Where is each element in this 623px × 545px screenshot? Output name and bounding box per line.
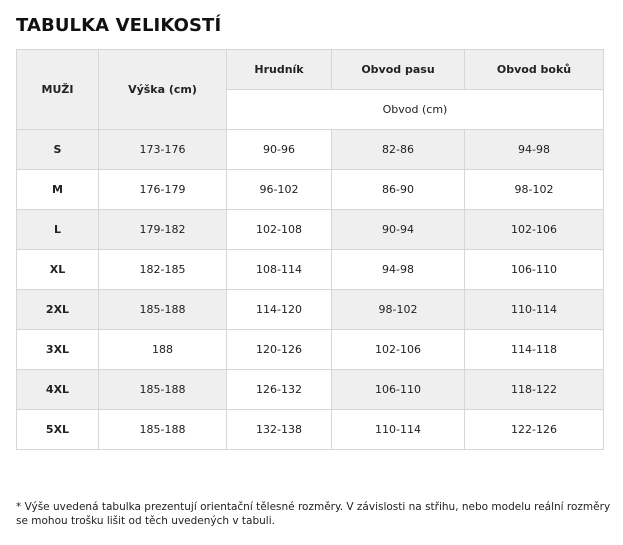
- header-hips: Obvod boků: [465, 50, 604, 90]
- chest-cell: 132-138: [227, 410, 332, 450]
- header-chest: Hrudník: [227, 50, 332, 90]
- chest-cell: 114-120: [227, 290, 332, 330]
- chest-cell: 126-132: [227, 370, 332, 410]
- header-gender: MUŽI: [17, 50, 99, 130]
- waist-cell: 106-110: [332, 370, 465, 410]
- table-row: [17, 130, 604, 170]
- chest-cell: 120-126: [227, 330, 332, 370]
- hips-cell: 98-102: [465, 170, 604, 210]
- hips-cell: 114-118: [465, 330, 604, 370]
- footnote: * Výše uvedená tabulka prezentují orientační tělesné rozměry. V závislosti na střihu, nebo modelu reální rozměry se mohou trošku lišit od těch uvedených v tabuli.: [16, 501, 611, 527]
- size-cell: M: [17, 170, 99, 210]
- chest-cell: 108-114: [227, 250, 332, 290]
- height-cell: 173-176: [99, 130, 227, 170]
- height-cell: 185-188: [99, 290, 227, 330]
- waist-cell: 90-94: [332, 210, 465, 250]
- table-row: [17, 170, 604, 210]
- chest-cell: 96-102: [227, 170, 332, 210]
- hips-cell: 94-98: [465, 130, 604, 170]
- size-cell: 5XL: [17, 410, 99, 450]
- header-height: Výška (cm): [99, 50, 227, 130]
- table-row: [17, 210, 604, 250]
- waist-cell: 82-86: [332, 130, 465, 170]
- table-row: [17, 370, 604, 410]
- waist-cell: 102-106: [332, 330, 465, 370]
- size-cell: 2XL: [17, 290, 99, 330]
- hips-cell: 122-126: [465, 410, 604, 450]
- size-cell: 3XL: [17, 330, 99, 370]
- chest-cell: 90-96: [227, 130, 332, 170]
- hips-cell: 110-114: [465, 290, 604, 330]
- size-chart-table: [16, 49, 604, 450]
- header-waist: Obvod pasu: [332, 50, 465, 90]
- size-cell: L: [17, 210, 99, 250]
- size-cell: S: [17, 130, 99, 170]
- size-cell: XL: [17, 250, 99, 290]
- table-row: [17, 290, 604, 330]
- height-cell: 185-188: [99, 370, 227, 410]
- table-row: [17, 250, 604, 290]
- waist-cell: 86-90: [332, 170, 465, 210]
- table-header-row: [17, 50, 604, 90]
- table-row: [17, 410, 604, 450]
- hips-cell: 106-110: [465, 250, 604, 290]
- height-cell: 176-179: [99, 170, 227, 210]
- chest-cell: 102-108: [227, 210, 332, 250]
- waist-cell: 110-114: [332, 410, 465, 450]
- page-title: TABULKA VELIKOSTÍ: [16, 15, 222, 36]
- hips-cell: 118-122: [465, 370, 604, 410]
- height-cell: 182-185: [99, 250, 227, 290]
- waist-cell: 94-98: [332, 250, 465, 290]
- table-row: [17, 330, 604, 370]
- height-cell: 185-188: [99, 410, 227, 450]
- height-cell: 179-182: [99, 210, 227, 250]
- header-circumference: Obvod (cm): [227, 90, 604, 130]
- height-cell: 188: [99, 330, 227, 370]
- hips-cell: 102-106: [465, 210, 604, 250]
- size-cell: 4XL: [17, 370, 99, 410]
- waist-cell: 98-102: [332, 290, 465, 330]
